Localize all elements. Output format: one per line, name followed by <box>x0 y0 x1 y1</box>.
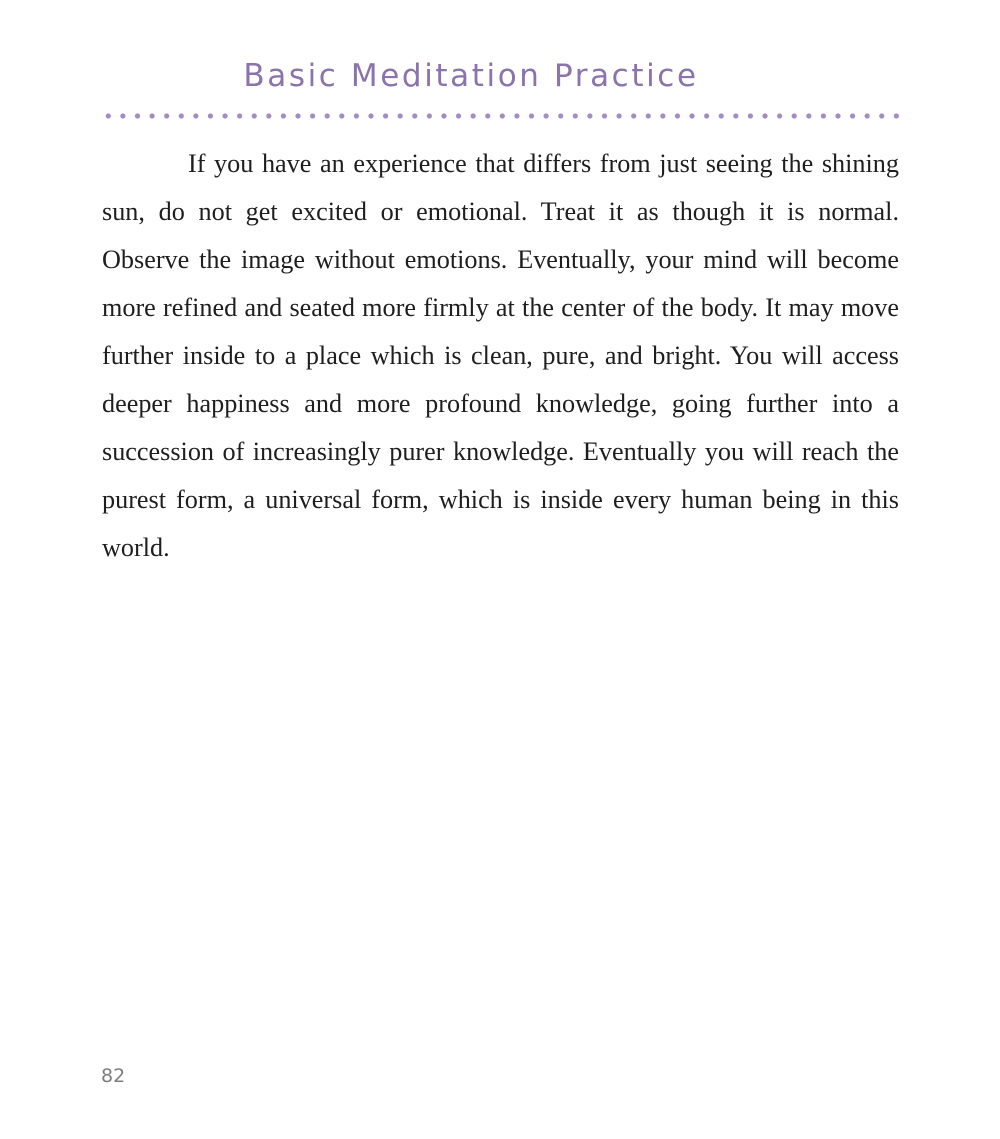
dotted-divider <box>101 112 901 120</box>
page-number: 82 <box>101 1065 126 1087</box>
section-title: Basic Meditation Practice <box>243 58 699 94</box>
body-paragraph: If you have an experience that differs from just seeing the shining sun, do not get excited or emotional. Treat it as though it is normal. Observe the image without emotions. Eventually, your mind will become more refined and seated more firmly at the center of the body. It may move further inside to a place which is clean, pure, and bright. You will access deeper happiness and more profound knowledge, going further into a succession of increasingly purer knowledge. Eventually you will reach the purest form, a universal form, which is inside every human being in this world. <box>102 149 899 562</box>
